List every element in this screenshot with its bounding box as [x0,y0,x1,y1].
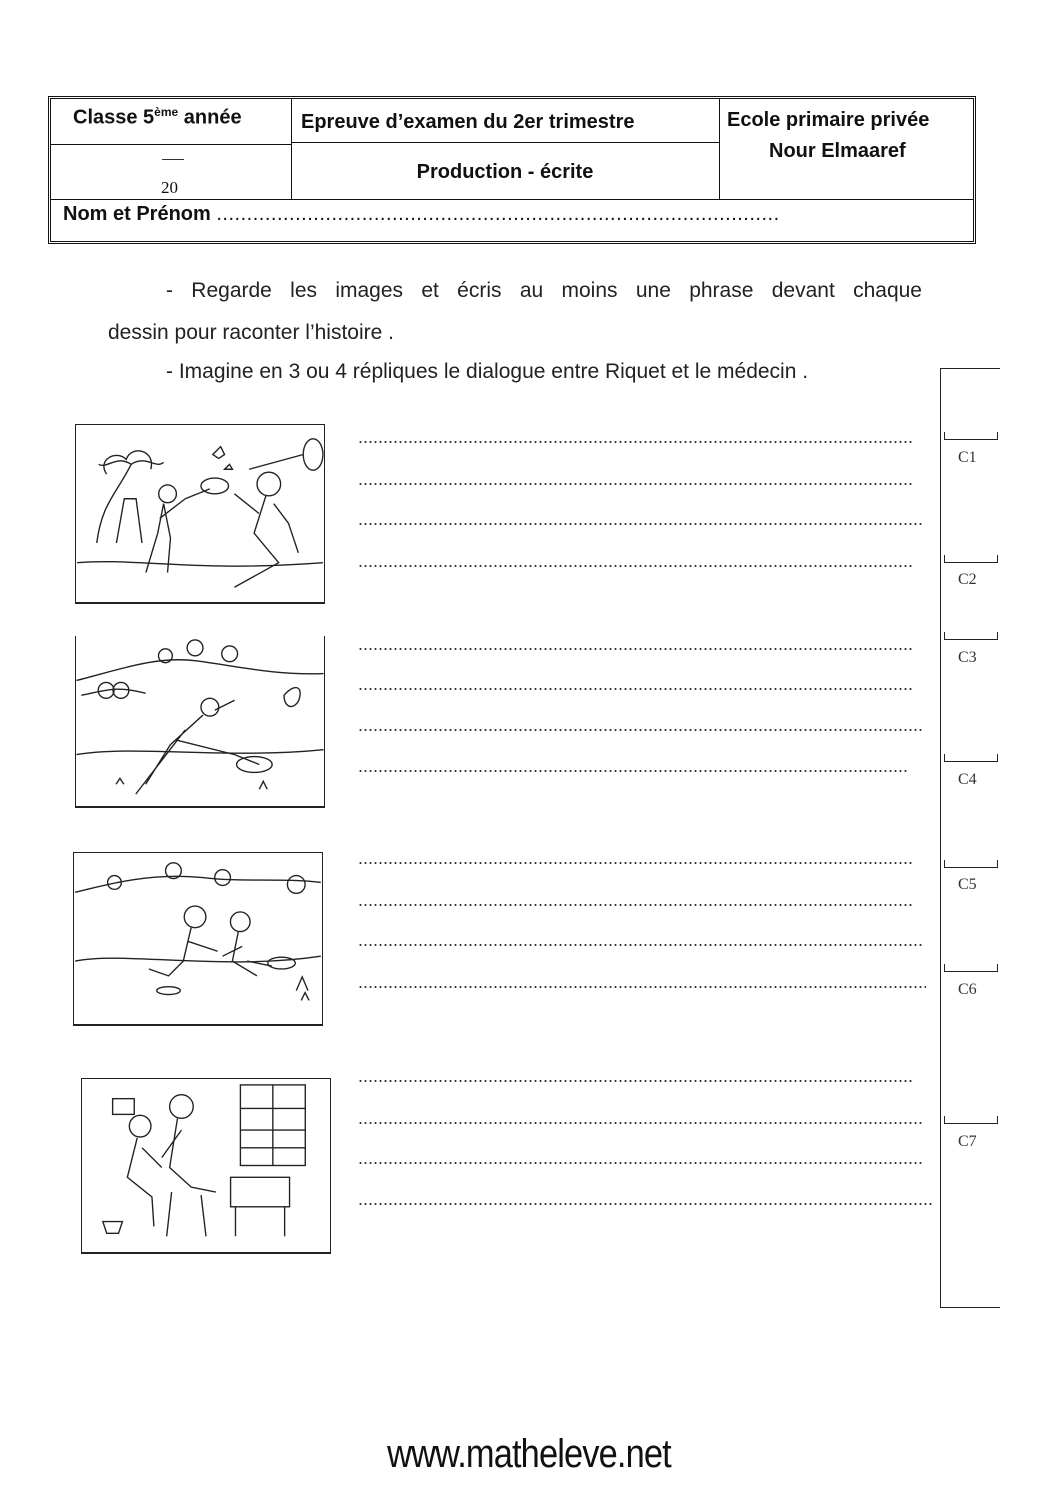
girl-helping-injured-boy-icon [73,852,323,1026]
criterion-box-c3[interactable] [944,632,998,640]
criterion-label-c6: C6 [958,981,977,998]
footer-website-link[interactable]: www.matheleve.net [387,1432,671,1476]
header-divider [719,99,720,199]
writing-line[interactable] [358,648,912,650]
criterion-box-c4[interactable] [944,754,998,762]
grading-column-top [940,368,1000,369]
instruction-line-3: - Imagine en 3 ou 4 répliques le dialogue entre Riquet et le médecin . [166,360,809,383]
writing-line[interactable] [358,986,926,988]
children-catching-butterflies-icon [75,424,325,604]
criterion-label-c3: C3 [958,649,977,666]
header-divider [291,142,719,143]
boy-falling-chasing-butterfly-icon [75,636,325,808]
header-divider [51,144,291,145]
writing-line[interactable] [358,1122,922,1124]
criterion-label-c5: C5 [958,876,977,893]
subject-title: Production - écrite [416,161,594,183]
class-level-superscript: ème [154,105,179,119]
criterion-label-c7: C7 [958,1133,977,1150]
criterion-box-c6[interactable] [944,964,998,972]
school-line-1: Ecole primaire privée [727,109,930,131]
writing-line[interactable] [358,729,922,731]
writing-line[interactable] [358,483,914,485]
doctor-treating-boy-icon [81,1078,331,1254]
grading-column-bottom [940,1307,1000,1308]
writing-line[interactable] [358,688,914,690]
writing-line[interactable] [358,904,914,906]
header-divider [291,99,292,199]
criterion-label-c4: C4 [958,771,977,788]
writing-line[interactable] [358,1203,932,1205]
school-line-2: Nour Elmaaref [769,140,906,162]
writing-line[interactable] [358,565,912,567]
school-name [727,109,929,163]
score-fraction-bar [162,159,184,160]
class-level-suffix: année [178,106,242,129]
writing-line[interactable] [358,770,908,772]
criterion-box-c2[interactable] [944,555,998,563]
writing-line[interactable] [358,944,922,946]
criterion-box-c1[interactable] [944,432,998,440]
writing-line[interactable] [358,1162,922,1164]
header-divider [51,199,973,200]
criterion-label-c1: C1 [958,449,977,466]
criterion-box-c7[interactable] [944,1116,998,1124]
class-level [73,105,242,130]
exam-header-table [48,96,976,244]
criterion-box-c5[interactable] [944,860,998,868]
name-dots: ............................................................................................. [216,203,780,225]
writing-line[interactable] [358,1080,914,1082]
writing-line[interactable] [358,862,914,864]
instruction-line-2: dessin pour raconter l’histoire . [108,321,394,344]
name-label: Nom et Prénom [63,203,211,225]
score-denominator: 20 [161,178,178,197]
writing-line[interactable] [358,523,922,525]
grading-column-border [940,368,941,1308]
criterion-label-c2: C2 [958,571,977,588]
class-level-text: Classe 5 [73,106,155,129]
writing-line[interactable] [358,441,912,443]
exam-title: Epreuve d’examen du 2er trimestre [301,111,635,133]
name-field[interactable] [63,203,780,226]
instruction-line-1: - Regarde les images et écris au moins une phrase devant chaque [166,279,922,302]
